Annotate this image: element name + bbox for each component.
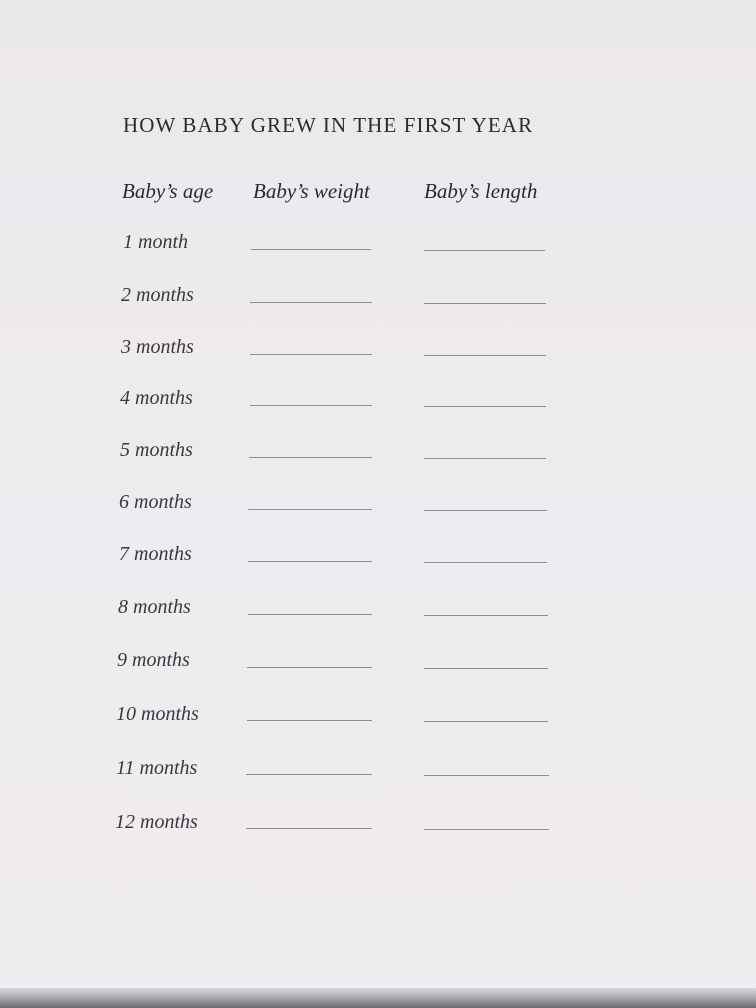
age-label: 8 months — [118, 596, 191, 618]
table-row — [0, 596, 756, 636]
page-bottom-edge — [0, 988, 756, 1008]
weight-blank[interactable] — [250, 405, 372, 406]
table-row — [0, 703, 756, 743]
table-row — [0, 491, 756, 531]
length-blank[interactable] — [424, 250, 545, 251]
length-blank[interactable] — [424, 355, 546, 356]
age-label: 11 months — [116, 757, 198, 779]
length-blank[interactable] — [424, 615, 548, 616]
table-row — [0, 231, 756, 271]
table-row — [0, 284, 756, 324]
weight-blank[interactable] — [250, 354, 372, 355]
table-row — [0, 543, 756, 583]
column-header-age: Baby’s age — [122, 179, 214, 203]
age-label: 12 months — [115, 811, 198, 833]
weight-blank[interactable] — [246, 828, 372, 829]
length-blank[interactable] — [424, 775, 549, 776]
table-row — [0, 387, 756, 427]
length-blank[interactable] — [424, 829, 549, 830]
age-label: 9 months — [117, 649, 190, 671]
age-label: 5 months — [120, 439, 193, 461]
column-header-length: Baby’s length — [424, 179, 538, 203]
age-label: 6 months — [119, 491, 192, 513]
length-blank[interactable] — [424, 510, 547, 511]
page-title: HOW BABY GREW IN THE FIRST YEAR — [123, 113, 534, 137]
weight-blank[interactable] — [250, 302, 372, 303]
table-row — [0, 439, 756, 479]
weight-blank[interactable] — [248, 509, 372, 510]
age-label: 4 months — [120, 387, 193, 409]
weight-blank[interactable] — [251, 249, 371, 250]
age-label: 7 months — [119, 543, 192, 565]
length-blank[interactable] — [424, 668, 548, 669]
column-header-weight: Baby’s weight — [253, 179, 370, 203]
weight-blank[interactable] — [246, 774, 372, 775]
table-row — [0, 649, 756, 689]
age-label: 10 months — [116, 703, 199, 725]
length-blank[interactable] — [424, 303, 546, 304]
age-label: 3 months — [121, 336, 194, 358]
age-label: 2 months — [121, 284, 194, 306]
table-row — [0, 811, 756, 851]
table-row — [0, 757, 756, 797]
length-blank[interactable] — [424, 458, 546, 459]
weight-blank[interactable] — [248, 614, 372, 615]
length-blank[interactable] — [424, 406, 546, 407]
weight-blank[interactable] — [247, 667, 372, 668]
length-blank[interactable] — [424, 562, 547, 563]
weight-blank[interactable] — [249, 457, 372, 458]
weight-blank[interactable] — [248, 561, 372, 562]
length-blank[interactable] — [424, 721, 548, 722]
age-label: 1 month — [123, 231, 188, 253]
table-row — [0, 336, 756, 376]
weight-blank[interactable] — [247, 720, 372, 721]
